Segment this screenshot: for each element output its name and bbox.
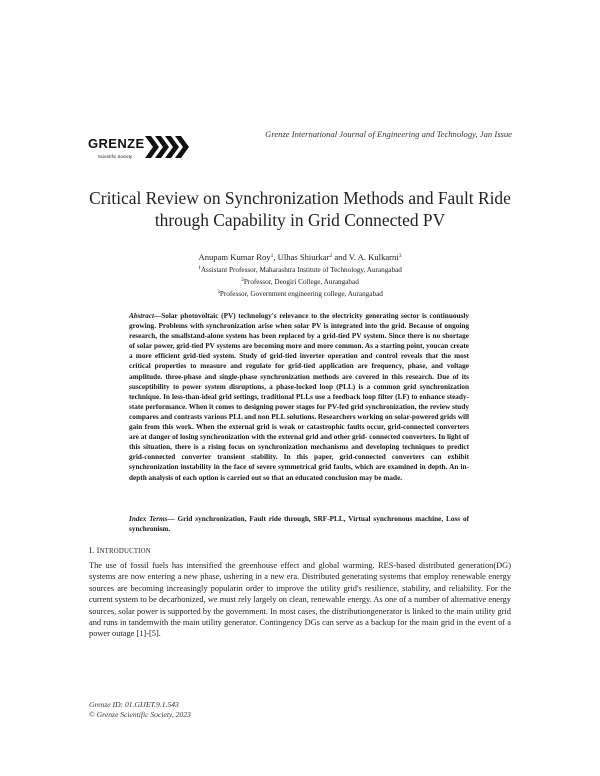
affiliation: $^2$Professor, Deogiri College, Aurangabad <box>241 276 359 286</box>
logo-tagline: Scientific Society <box>98 154 133 159</box>
logo-wordmark: GRENZE <box>88 136 145 151</box>
journal-header: Grenze International Journal of Engineering and Technology, Jan Issue <box>265 129 512 139</box>
affiliation: $^3$Professor, Government engineering college, Aurangabad <box>217 288 383 298</box>
index-terms <box>129 514 469 534</box>
author-line: Anupam Kumar Roy$^1$, Ulhas Shiurkar$^2$ and V. A. Kulkarni$^3$ <box>198 252 402 262</box>
author-name: Ulhas Shiurkar <box>277 252 330 262</box>
abstract-label: Abstract <box>129 312 154 320</box>
author-name: V. A. Kulkarni <box>348 252 399 262</box>
index-terms-text: — Grid synchronization, Fault ride through, SRF-PLL, Virtual synchronous machine, Loss of synchronism. <box>129 515 469 534</box>
author-block <box>60 251 540 299</box>
abstract-text: —Solar photovoltaic (PV) technology's relevance to the electricity generating sector is continuously growing. Problems with synchronization arise when solar PV is integrated into the grid. Because of ongoing research, the smallstand-alone system has been replaced by a grid-tied PV system. Since there is no shortage of solar power, grid-tied PV systems are becoming more and more common. As a starting point, youcan create a more efficient grid-tied system. Study of grid-tied inverter operation and control reveals that the most critical properties to measure and regulate for grid-tied application are frequency, phase, and voltage amplitude. three-phase and single-phase synchronization methods are covered in this research. Due of its susceptibility to power system disruptions, a phase-locked loop (PLL) is a common grid synchronization technique. In less-than-ideal grid settings, traditional PLLs use a feedback loop filter (LF) to enhance steady-state performance. When it comes to designing power stages for PV-fed grid synchronization, the review study compares and contrasts various PLL and non PLL solutions. Researchers working on solar-powered grids will gain from this work. When the external grid is weak or catastrophic faults occur, grid-connected converters are at danger of losing synchronization with the external grid and other grid- connected converters. In light of this situation, there is a rising focus on synchronization mechanisms and developing techniques to predict grid-connected converter transient stability. In this paper, grid-connected converters can exhibit synchronization instability in the face of severe symmetrical grid faults, which are examined in depth. An in-depth analysis of each option is carried out so that an educated conclusion may be made. <box>129 312 469 482</box>
grenze-logo <box>88 133 188 163</box>
grenze-id: Grenze ID: 01.GIJET.9.1.543 <box>89 700 179 709</box>
author-name: Anupam Kumar Roy <box>198 252 271 262</box>
section-heading: I. INTRODUCTION <box>89 546 151 555</box>
intro-paragraph: The use of fossil fuels has intensified the greenhouse effect and global warming. RES-based distributed generation(DG) systems are now entering a new phase, ushering in a new era. Distributed generating systems that employ renewable energy sources are becoming increasingly popularin order to improve the utility grid's resilience, stability, and reliability. For the current system to be decarbonized, we must rely largely on clean, renewable energy. As one of a number of alternative energy sources, solar power is supported by the government. In most cases, the distributiongenerator is linked to the main utility grid and runs in tandemwith the main utility generator. Contingency DGs can serve as a backup for the main grid in the event of a power outage [1]-[5]. <box>89 561 511 639</box>
footer <box>89 700 191 720</box>
index-terms-label: Index Terms <box>129 515 168 523</box>
paper-title: Critical Review on Synchronization Methods and Fault Ride through Capability in Grid Connected PV <box>89 188 511 230</box>
affiliation: $^1$Assistant Professor, Maharashtra Institute of Technology, Aurangabad <box>198 264 402 274</box>
chevrons-icon <box>145 133 189 161</box>
copyright: © Grenze Scientific Society, 2023 <box>89 710 191 719</box>
abstract <box>129 311 469 483</box>
